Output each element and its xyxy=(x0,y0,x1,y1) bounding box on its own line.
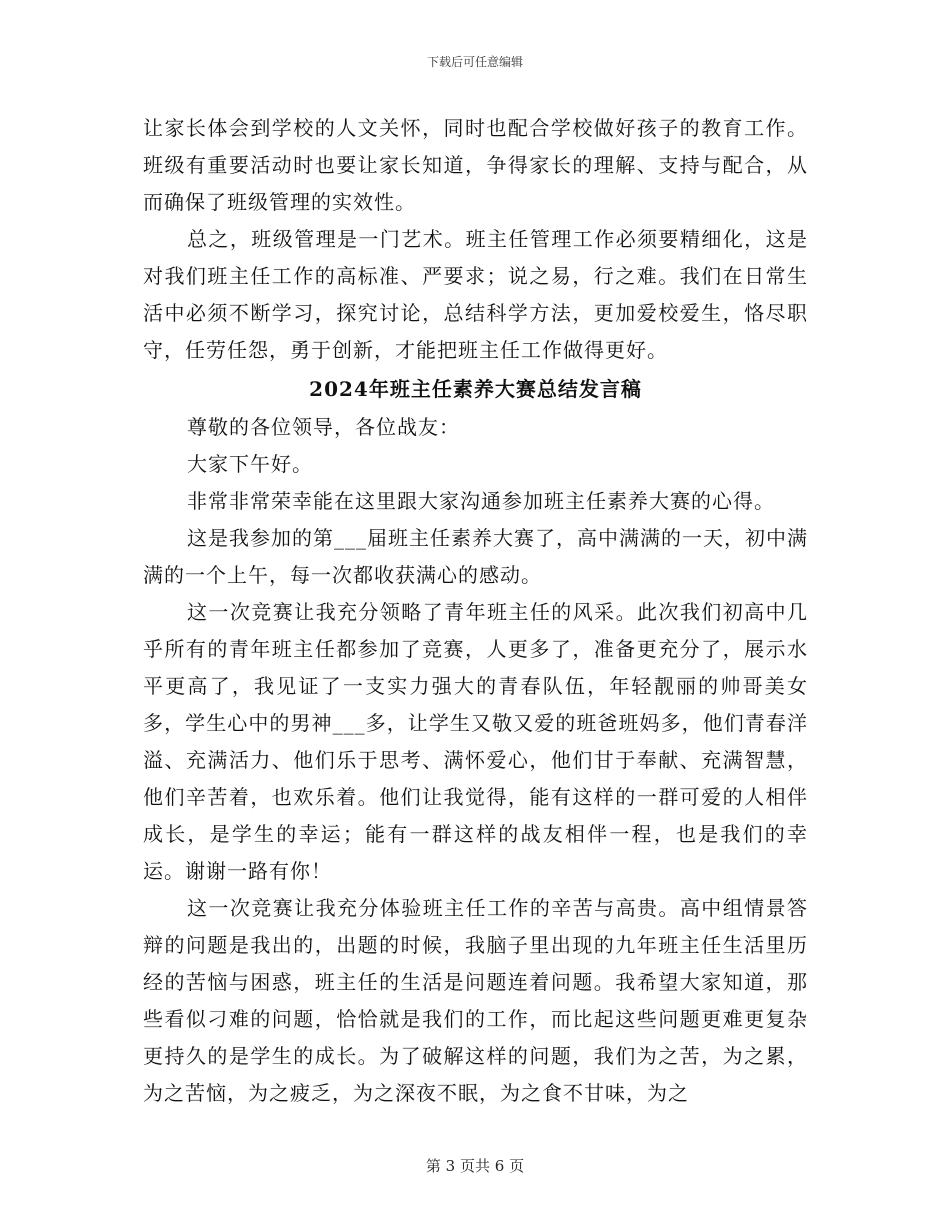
paragraph-greeting: 大家下午好。 xyxy=(187,452,313,476)
paragraph-continuation: 让家长体会到学校的人文关怀，同时也配合学校做好孩子的教育工作。班级有重要活动时也要让家长知道，争得家长的理解、支持与配合，从而确保了班级管理的实效性。 xyxy=(143,116,808,214)
paragraph-intro: 非常非常荣幸能在这里跟大家沟通参加班主任素养大赛的心得。 xyxy=(187,489,775,513)
paragraph-salutation: 尊敬的各位领导，各位战友： xyxy=(187,415,460,439)
paragraph-summary: 总之，班级管理是一门艺术。班主任管理工作必须要精细化，这是对我们班主任工作的高标准、严要求；说之易，行之难。我们在日常生活中必须不断学习，探究讨论，总结科学方法，更加爱校爱生，恪尽职守，任劳任怨，勇于创新，才能把班主任工作做得更好。 xyxy=(143,227,808,362)
page-number: 第 3 页共 6 页 xyxy=(425,1157,525,1175)
document-body xyxy=(143,110,808,1112)
paragraph-youth: 这一次竞赛让我充分领略了青年班主任的风采。此次我们初高中几乎所有的青年班主任都参加了竞赛，人更多了，准备更充分了，展示水平更高了，我见证了一支实力强大的青春队伍，年轻靓丽的帅哥美女多，学生心中的男神___多，让学生又敬又爱的班爸班妈多，他们青春洋溢、充满活力、他们乐于思考、满怀爱心，他们甘于奉献、充满智慧，他们辛苦着，也欢乐着。他们让我觉得，能有这样的一群可爱的人相伴成长，是学生的幸运；能有一群这样的战友相伴一程，也是我们的幸运。谢谢一路有你！ xyxy=(143,600,808,883)
paragraph-participation: 这是我参加的第___届班主任素养大赛了，高中满满的一天，初中满满的一个上午，每一次都收获满心的感动。 xyxy=(143,526,808,587)
page-header: 下载后可任意编辑 xyxy=(426,55,523,69)
speech-title: 2024年班主任素养大赛总结发言稿 xyxy=(309,377,642,401)
paragraph-hardship: 这一次竞赛让我充分体验班主任工作的辛苦与高贵。高中组情景答辩的问题是我出的，出题的时候，我脑子里出现的九年班主任生活里历经的苦恼与困惑，班主任的生活是问题连着问题。我希望大家知道，那些看似刁难的问题，恰恰就是我们的工作，而比起这些问题更难更复杂更持久的是学生的成长。为了破解这样的问题，我们为之苦，为之累，为之苦恼，为之疲乏，为之深夜不眠，为之食不甘味，为之 xyxy=(143,896,808,1105)
